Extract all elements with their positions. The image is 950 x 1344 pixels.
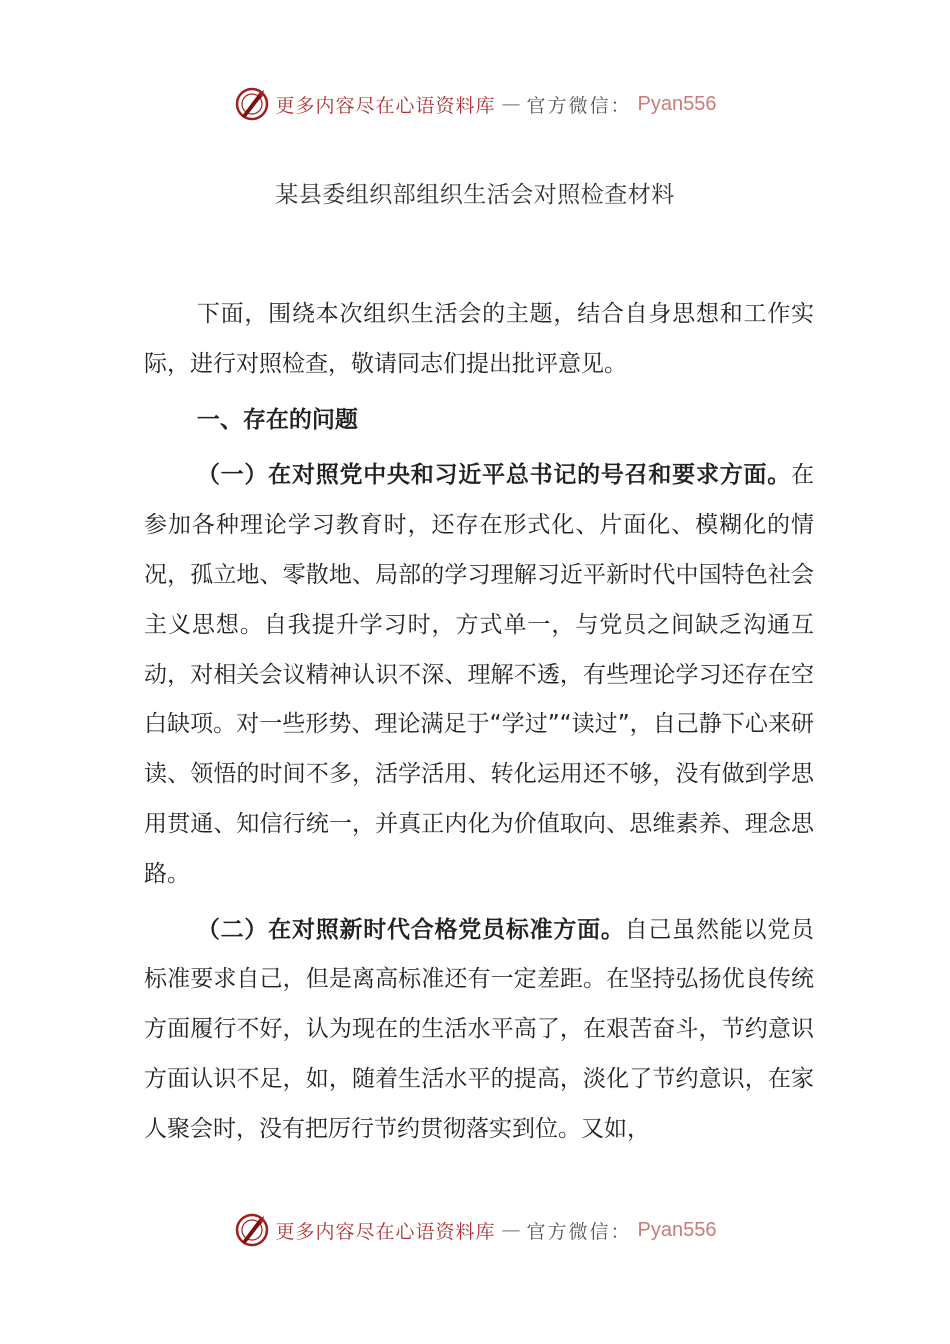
watermark-text: 更多内容尽在心语资料库 [275,94,496,117]
section-1-body: 在参加各种理论学习教育时，还存在形式化、片面化、模糊化的情况，孤立地、零散地、局部的学习理解习近平新时代中国特色社会主义思想。自我提升学习时，方式单一，与党员之间缺乏沟通互动，对相关会议精神认识不深、理解不透，有些理论学习还存在空白缺项。对一些形势、理论满足于“学过”“读过”，自己静下心来研读、领悟的时间不多，活学活用、转化运用还不够，没有做到学思用贯通、知信行统一，并真正内化为价值取向、思维素养、理念思路。 [144,462,814,887]
watermark-wechat-id: Pyan556 [637,92,717,115]
document-title: 某县委组织部组织生活会对照检查材料 [275,182,675,208]
footer-watermark [0,1210,950,1250]
watermark-label: 官方微信： [526,1220,632,1243]
section-1-paragraph [144,451,814,899]
section-2-heading: （二）在对照新时代合格党员标准方面。 [196,916,625,943]
intro-paragraph: 下面，围绕本次组织生活会的主题，结合自身思想和工作实际，进行对照检查，敬请同志们提出批评意见。 [144,301,814,377]
section-2-body: 自己虽然能以党员标准要求自己，但是离高标准还有一定差距。在坚持弘扬优良传统方面履行不好，认为现在的生活水平高了，在艰苦奋斗，节约意识方面认识不足，如，随着生活水平的提高，淡化了节约意识，在家人聚会时，没有把厉行节约贯彻落实到位。又如， [144,916,815,1142]
header-watermark [0,84,950,124]
watermark-separator: — [501,93,521,115]
section-heading-problems: 一、存在的问题 [196,406,358,433]
section-1-heading: （一）在对照党中央和习近平总书记的号召和要求方面。 [196,462,791,489]
document-body [144,290,814,1155]
watermark-wechat-id: Pyan556 [637,1218,717,1241]
quill-pen-circle-icon [234,1212,270,1248]
section-2-paragraph [144,906,814,1155]
quill-pen-circle-icon [234,86,270,122]
watermark-text: 更多内容尽在心语资料库 [275,1220,496,1243]
watermark-separator: — [501,1219,521,1241]
watermark-label: 官方微信： [526,94,632,117]
